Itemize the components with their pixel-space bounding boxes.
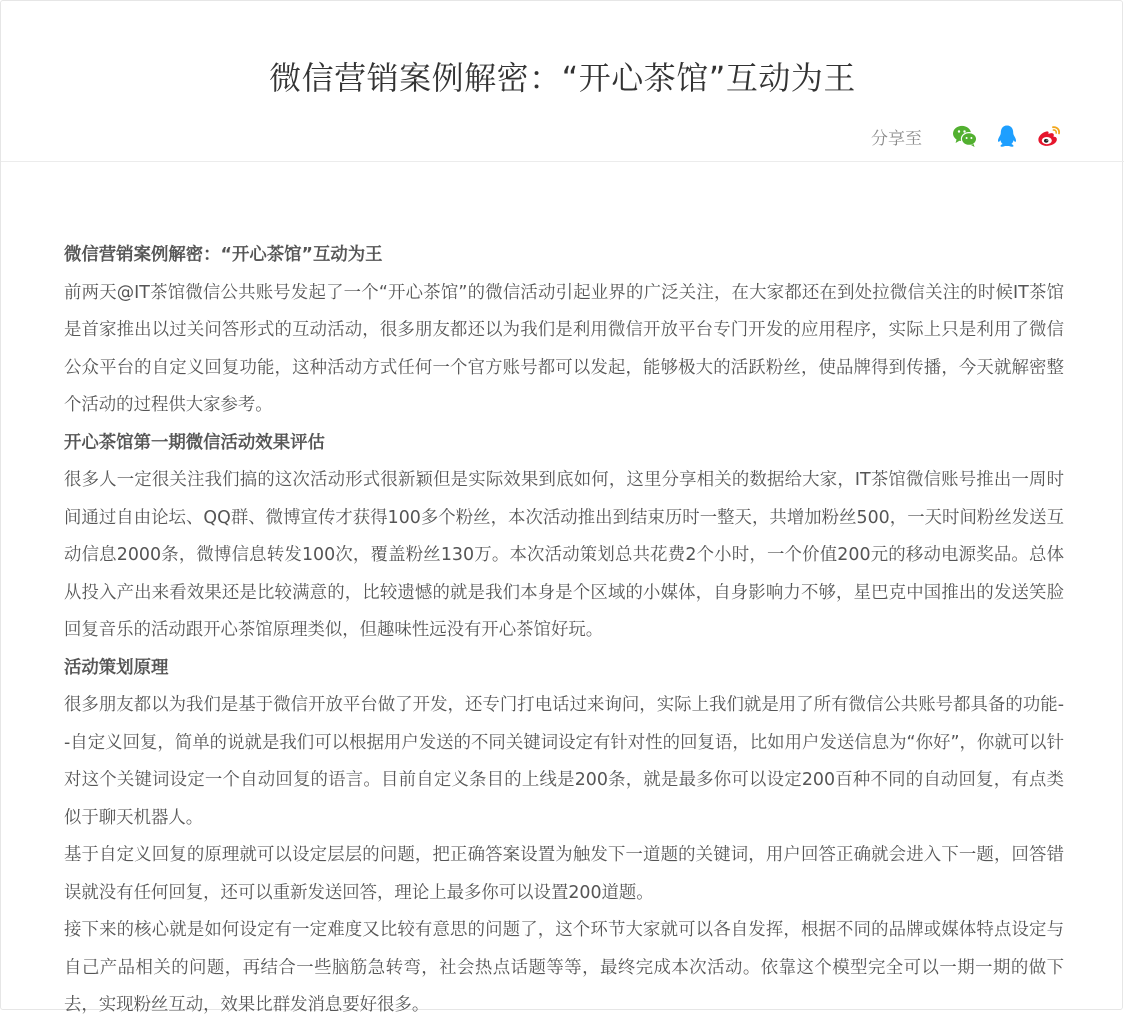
paragraph: 基于自定义回复的原理就可以设定层层的问题，把正确答案设置为触发下一道题的关键词，用户回答正确就会进入下一题，回答错误就没有任何回复，还可以重新发送回答，理论上最多你可以设置200道题。 [64, 845, 1064, 903]
paragraph: 很多朋友都以为我们是基于微信开放平台做了开发，还专门打电话过来询问，实际上我们就是用了所有微信公共账号都具备的功能--自定义回复，简单的说就是我们可以根据用户发送的不同关键词设定有针对性的回复语，比如用户发送信息为“你好”，你就可以针对这个关键词设定一个自动回复的语言。目前自定义条目的上线是200条，就是最多你可以设定200百种不同的自动回复，有点类似于聊天机器人。 [64, 695, 1064, 828]
share-label: 分享至 [871, 128, 922, 149]
paragraph: 前两天@IT茶馆微信公共账号发起了一个“开心茶馆”的微信活动引起业界的广泛关注，在大家都还在到处拉微信关注的时候IT茶馆是首家推出以过关问答形式的互动活动，很多朋友都还以为我们是利用微信开放平台专门开发的应用程序，实际上只是利用了微信公众平台的自定义回复功能，这种活动方式任何一个官方账号都可以发起，能够极大的活跃粉丝，使品牌得到传播，今天就解密整个活动的过程供大家参考。 [64, 282, 1064, 415]
section-heading: 活动策划原理 [64, 657, 169, 678]
qq-icon[interactable] [994, 123, 1020, 149]
article-body [64, 237, 1064, 1025]
section-heading: 微信营销案例解密：“开心茶馆”互动为王 [64, 245, 383, 265]
paragraph: 接下来的核心就是如何设定有一定难度又比较有意思的问题了，这个环节大家就可以各自发挥，根据不同的品牌或媒体特点设定与自己产品相关的问题，再结合一些脑筋急转弯，社会热点话题等等，最终完成本次活动。依靠这个模型完全可以一期一期的做下去，实现粉丝互动，效果比群发消息要好很多。 [64, 920, 1064, 1015]
wechat-icon[interactable] [952, 123, 978, 149]
section-heading: 开心茶馆第一期微信活动效果评估 [64, 432, 325, 453]
weibo-icon[interactable] [1036, 123, 1062, 149]
share-bar [871, 119, 1062, 153]
page-title: 微信营销案例解密：“开心茶馆”互动为王 [269, 59, 856, 97]
paragraph: 很多人一定很关注我们搞的这次活动形式很新颖但是实际效果到底如何，这里分享相关的数据给大家，IT茶馆微信账号推出一周时间通过自由论坛、QQ群、微博宣传才获得100多个粉丝，本次活动推出到结束历时一整天，共增加粉丝500，一天时间粉丝发送互动信息2000条，微博信息转发100次，覆盖粉丝130万。本次活动策划总共花费2个小时，一个价值200元的移动电源奖品。总体从投入产出来看效果还是比较满意的，比较遗憾的就是我们本身是个区域的小媒体，自身影响力不够，星巴克中国推出的发送笑脸回复音乐的活动跟开心茶馆原理类似，但趣味性远没有开心茶馆好玩。 [64, 470, 1064, 640]
article-header [1, 1, 1124, 162]
